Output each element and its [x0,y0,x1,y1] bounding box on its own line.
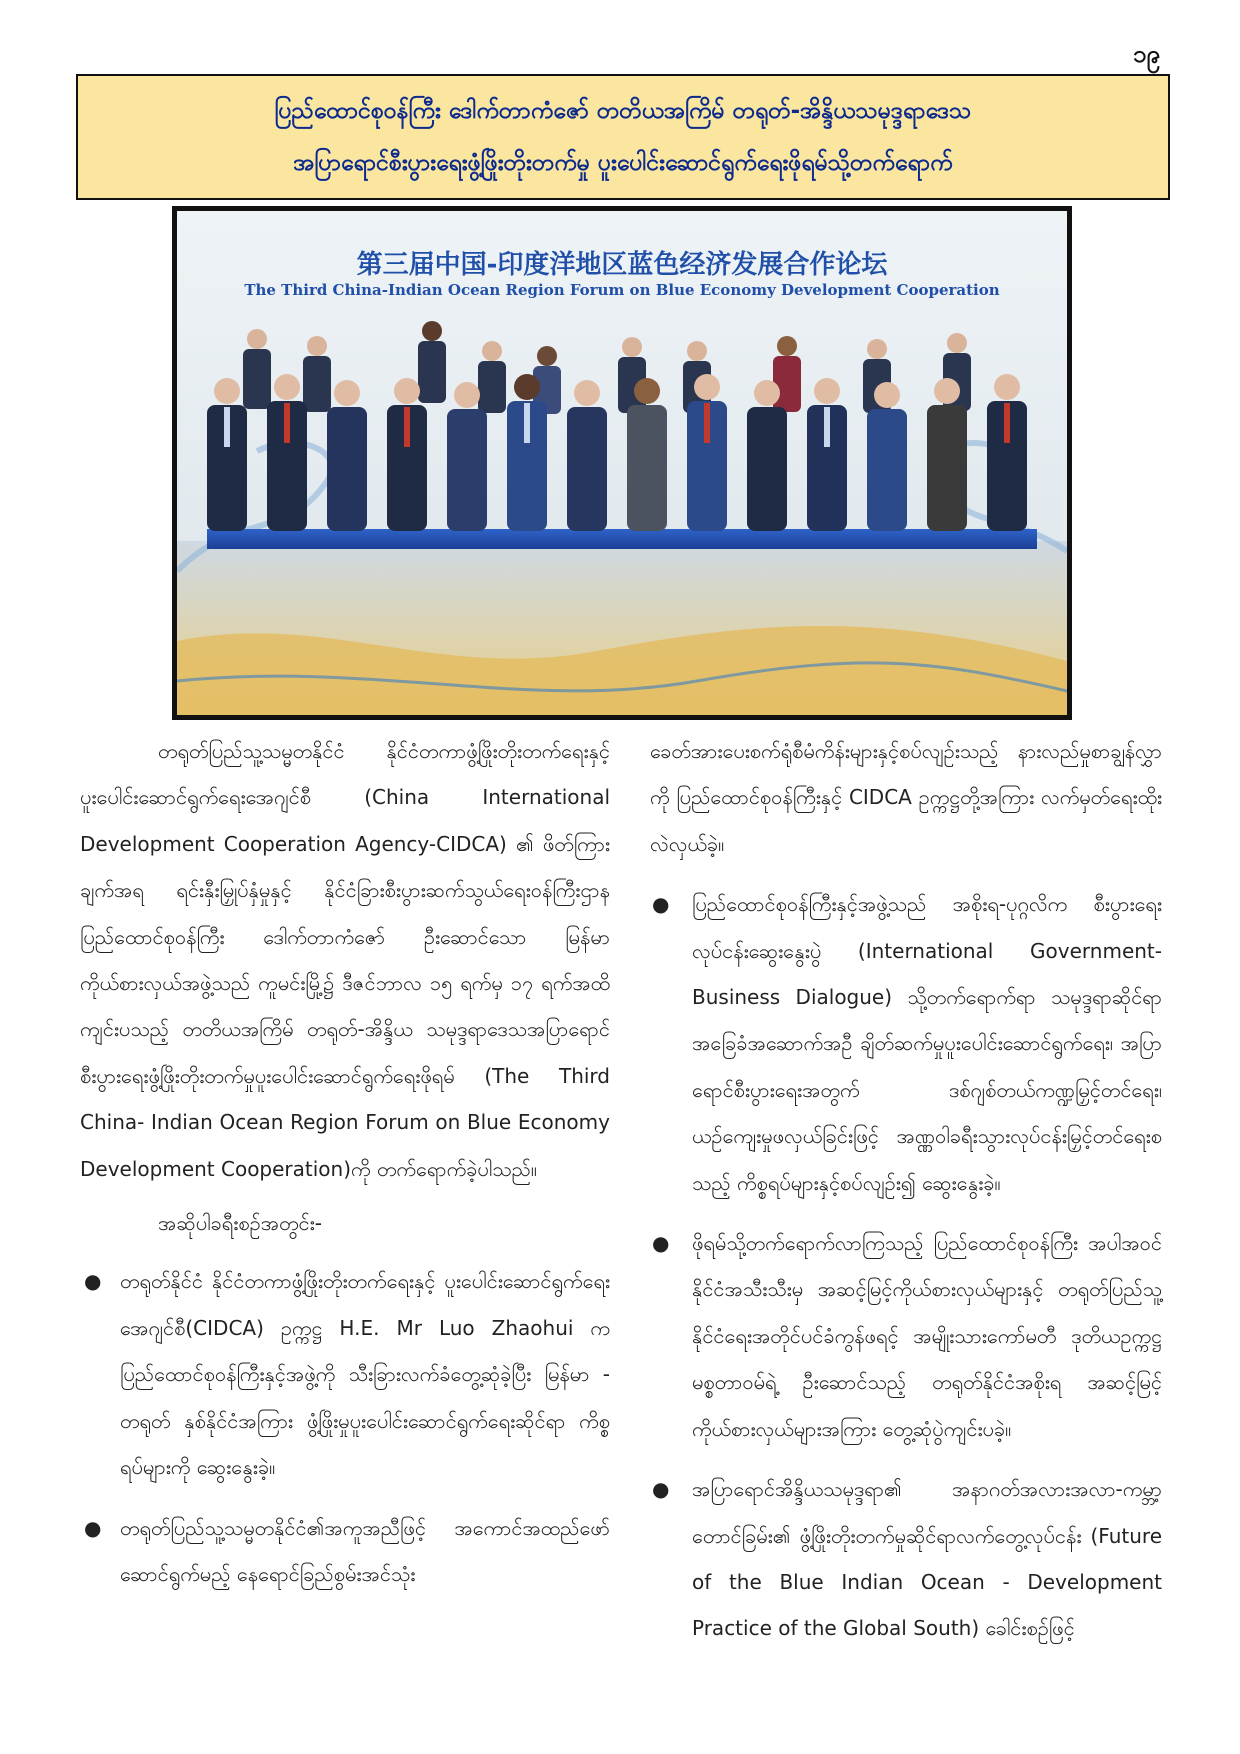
headline-line-2: အပြာရောင်စီးပွားရေးဖွံ့ဖြိုးတိုးတက်မှု ပူးပေါင်းဆောင်ရွက်ရေးဖိုရမ်သို့တက်ရောက် [293,150,953,176]
intro-paragraph: တရုတ်ပြည်သူ့သမ္မတနိုင်ငံ နိုင်ငံတကာဖွံ့ဖြိုးတိုးတက်ရေးနှင့်ပူးပေါင်းဆောင်ရွက်ရေးအေဂျင်စီ (China International Development Cooperation Agency-CIDCA) ၏ ဖိတ်ကြားချက်အရ ရင်းနှီးမြှုပ်နှံမှုနှင့် နိုင်ငံခြားစီးပွားဆက်သွယ်ရေးဝန်ကြီးဌာန ပြည်ထောင်စုဝန်ကြီး ဒေါက်တာကံဇော် ဦးဆောင်သော မြန်မာကိုယ်စားလှယ်အဖွဲ့သည် ကူမင်းမြို့၌ ဒီဇင်ဘာလ ၁၅ ရက်မှ ၁၇ ရက်အထိ ကျင်းပသည့် တတိယအကြိမ် တရုတ်-အိန္ဒိယ သမုဒ္ဒရာဒေသအပြာရောင်စီးပွားရေးဖွံ့ဖြိုးတိုးတက်မှုပူးပေါင်းဆောင်ရွက်ရေးဖိုရမ် (The Third China- Indian Ocean Region Forum on Blue Economy Development Cooperation)ကို တက်ရောက်ခဲ့ပါသည်။ [80,739,610,1181]
page-number: ၁၉ [1133,40,1160,68]
bullet-icon: ● [652,892,670,917]
photo-stage [207,529,1037,549]
list-item-text: ပြည်ထောင်စုဝန်ကြီးနှင့်အဖွဲ့သည် အစိုးရ-ပုဂ္ဂလိက စီးပွားရေးလုပ်ငန်းဆွေးနွေးပွဲ (International Government-Business Dialogue) သို့တက်ရောက်ရာ သမုဒ္ဒရာဆိုင်ရာ အခြေခံအဆောက်အဦ ချိတ်ဆက်မှုပူးပေါင်းဆောင်ရွက်ရေး၊ အပြာရောင်စီးပွားရေးအတွက် ဒစ်ဂျစ်တယ်ကဏ္ဍမြှင့်တင်ရေး၊ ယဉ်ကျေးမှုဖလှယ်ခြင်းဖြင့် အဏ္ဏဝါခရီးသွားလုပ်ငန်းမြှင့်တင်ရေးစသည့် ကိစ္စရပ်များနှင့်စပ်လျဉ်း၍ ဆွေးနွေးခဲ့။ [692,892,1162,1195]
list-item-text: ဖိုရမ်သို့တက်ရောက်လာကြသည့် ပြည်ထောင်စုဝန်ကြီး အပါအဝင် နိုင်ငံအသီးသီးမှ အဆင့်မြင့်ကိုယ်စားလှယ်များနှင့် တရုတ်ပြည်သူ့နိုင်ငံရေးအတိုင်ပင်ခံကွန်ဖရင့် အမျိုးသားကော်မတီ ဒုတိယဥက္ကဋ္ဌ မစ္စတာဝမ်ရဲ့ ဦးဆောင်သည့် တရုတ်နိုင်ငံအစိုးရ အဆင့်မြင့်ကိုယ်စားလှယ်များအကြား တွေ့ဆုံပွဲကျင်းပခဲ့။ [692,1231,1162,1441]
list-item [652,881,1162,1206]
continued-paragraph: ခေတ်အားပေးစက်ရုံစီမံကိန်းများနှင့်စပ်လျဉ်းသည့် နားလည်မှုစာချွန်လွှာကို ပြည်ထောင်စုဝန်ကြီးနှင့် CIDCA ဥက္ကဋ္ဌတို့အကြား လက်မှတ်ရေးထိုးလဲလှယ်ခဲ့။ [650,739,1162,856]
left-column [80,728,610,1611]
headline-box [76,74,1170,200]
bullet-icon: ● [652,1477,670,1502]
event-photo [172,206,1072,720]
trip-subheading: အဆိုပါခရီးစဉ်အတွင်း- [158,1211,322,1236]
bullet-icon: ● [84,1269,102,1294]
banner-english: The Third China-Indian Ocean Region Forum on Blue Economy Development Cooperation [244,281,1000,299]
right-column [650,728,1162,1666]
list-item-text: အပြာရောင်အိန္ဒိယသမုဒ္ဒရာ၏ အနာဂတ်အလားအလာ-ကမ္ဘာ့တောင်ခြမ်း၏ ဖွံ့ဖြိုးတိုးတက်မှုဆိုင်ရာလက်တွေ့လုပ်ငန်း (Future of the Blue Indian Ocean - Development Practice of the Global South) ခေါင်းစဉ်ဖြင့် [692,1477,1162,1641]
list-item-text: တရုတ်နိုင်ငံ နိုင်ငံတကာဖွံ့ဖြိုးတိုးတက်ရေးနှင့် ပူးပေါင်းဆောင်ရွက်ရေးအေဂျင်စီ(CIDCA) ဥက္ကဋ္ဌ H.E. Mr Luo Zhaohui က ပြည်ထောင်စုဝန်ကြီးနှင့်အဖွဲ့ကို သီးခြားလက်ခံတွေ့ဆုံခဲ့ပြီး မြန်မာ - တရုတ် နှစ်နိုင်ငံအကြား ဖွံ့ဖြိုးမှုပူးပေါင်းဆောင်ရွက်ရေးဆိုင်ရာ ကိစ္စရပ်များကို ဆွေးနွေးခဲ့။ [120,1269,610,1480]
bullet-icon: ● [84,1515,102,1540]
banner-chinese: 第三届中国-印度洋地区蓝色经济发展合作论坛 [356,250,888,280]
list-item-text: တရုတ်ပြည်သူ့သမ္မတနိုင်ငံ၏အကူအညီဖြင့် အကောင်အထည်ဖော်ဆောင်ရွက်မည့် နေရောင်ခြည်စွမ်းအင်သုံး [120,1515,610,1586]
list-item [80,1258,610,1490]
bullet-icon: ● [652,1231,670,1256]
list-item [652,1466,1162,1652]
headline-line-1: ပြည်ထောင်စုဝန်ကြီး ဒေါက်တာကံဇော် တတိယအကြိမ် တရုတ်-အိန္ဒိယသမုဒ္ဒရာဒေသ [274,98,972,124]
list-item [652,1220,1162,1452]
list-item [80,1505,610,1598]
